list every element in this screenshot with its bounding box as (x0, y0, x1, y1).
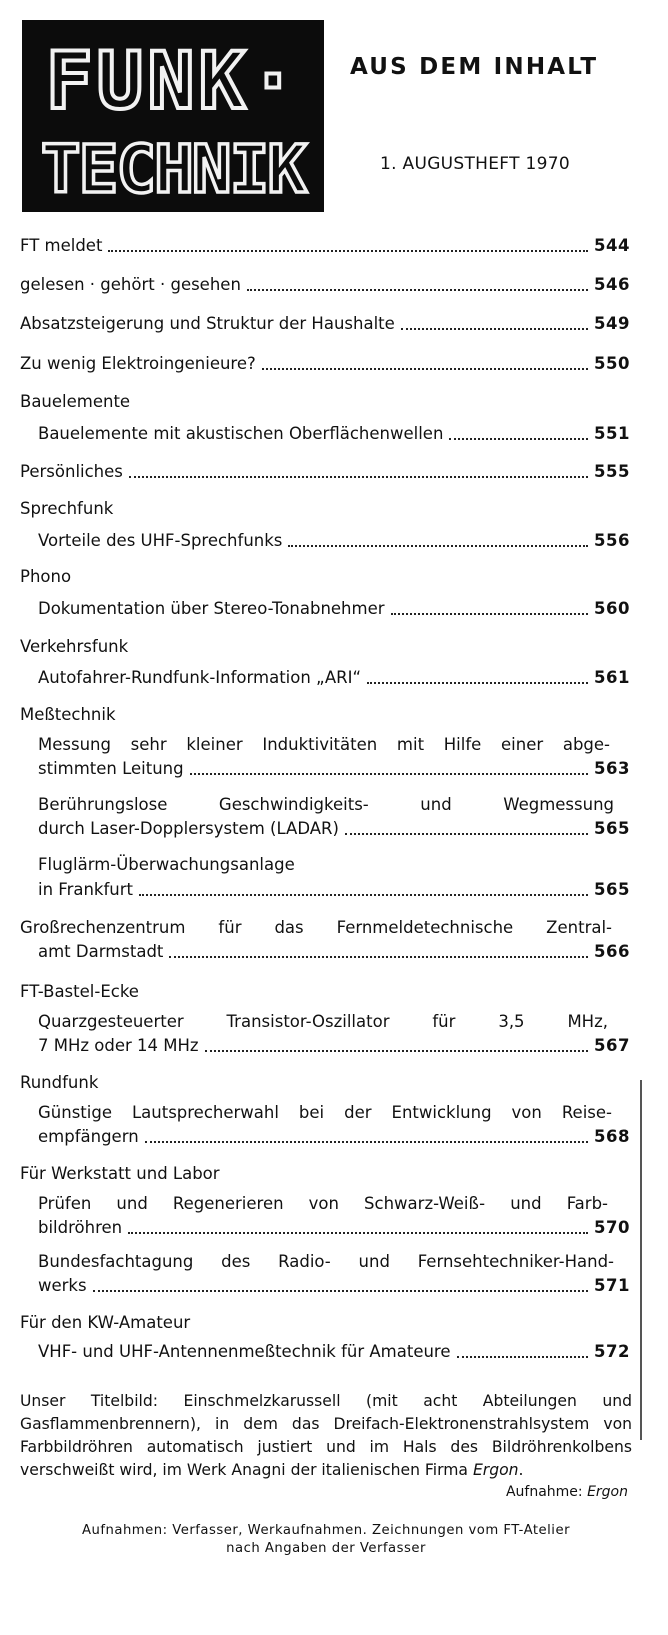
cover-caption-firm: Ergon (472, 1461, 519, 1479)
section-ft-bastel-ecke: FT-Bastel-Ecke (20, 982, 139, 1001)
toc-page: 566 (594, 942, 630, 961)
toc-title: durch Laser-Dopplersystem (LADAR) (38, 819, 339, 838)
toc-page: 551 (594, 424, 630, 443)
leader-dots (128, 1231, 588, 1234)
leader-dots (145, 1140, 588, 1143)
toc-page: 565 (594, 819, 630, 838)
leader-dots (139, 893, 588, 896)
toc-entry-bauelemente[interactable] (38, 424, 630, 444)
toc-title: gelesen · gehört · gesehen (20, 275, 241, 294)
toc-page: 567 (594, 1036, 630, 1055)
leader-dots (457, 1355, 589, 1358)
toc-page: 556 (594, 531, 630, 550)
leader-dots (449, 437, 588, 440)
toc-page: 563 (594, 759, 630, 778)
toc-entry-absatz[interactable] (20, 314, 630, 334)
toc-entry-persoenliches[interactable] (20, 462, 630, 482)
toc-page: 544 (594, 236, 630, 255)
leader-dots (205, 1049, 588, 1052)
leader-dots (169, 955, 588, 958)
toc-page: 570 (594, 1218, 630, 1237)
leader-dots (247, 288, 588, 291)
section-verkehrsfunk: Verkehrsfunk (20, 637, 129, 656)
leader-dots (93, 1289, 588, 1292)
toc-entry-messtechnik-2[interactable] (38, 819, 630, 839)
toc-title: empfängern (38, 1127, 139, 1146)
toc-title: Vorteile des UHF-Sprechfunks (38, 531, 283, 550)
photo-credit-value: Ergon (587, 1484, 628, 1500)
toc-entry-messtechnik-3[interactable] (38, 880, 630, 900)
footer-credits (20, 1522, 632, 1558)
toc-entry-gelesen[interactable] (20, 275, 630, 295)
toc-bastel-line1: Quarzgesteuerter Transistor-Oszillator für 3,5 MHz, (38, 1012, 608, 1031)
section-messtechnik: Meßtechnik (20, 705, 116, 724)
toc-entry-sprechfunk[interactable] (38, 531, 630, 551)
scan-edge-line (640, 1080, 642, 1440)
toc-title: 7 MHz oder 14 MHz (38, 1036, 199, 1055)
issue-date: 1. AUGUSTHEFT 1970 (380, 154, 570, 174)
toc-messtechnik-2-line1: Berührungslose Geschwindigkeits- und Wegmessung (38, 795, 614, 814)
toc-page: 546 (594, 275, 630, 294)
logo-line-funk: FUNK· (45, 37, 301, 127)
photo-credit (506, 1484, 628, 1500)
toc-title: bildröhren (38, 1218, 123, 1237)
toc-entry-phono[interactable] (38, 599, 630, 619)
leader-dots (401, 327, 588, 330)
toc-entry-rundfunk[interactable] (38, 1127, 630, 1147)
leader-dots (190, 772, 588, 775)
leader-dots (345, 832, 588, 835)
section-werkstatt-labor: Für Werkstatt und Labor (20, 1164, 220, 1183)
toc-page: 568 (594, 1127, 630, 1146)
toc-grossrechen-line1: Großrechenzentrum für das Fernmeldetechnische Zentral- (20, 918, 612, 937)
leader-dots (108, 249, 588, 252)
toc-rundfunk-line1: Günstige Lautsprecherwahl bei der Entwicklung von Reise- (38, 1103, 612, 1122)
toc-entry-elektroingenieure[interactable] (20, 354, 630, 374)
toc-title: in Frankfurt (38, 880, 134, 899)
toc-title: Persönliches (20, 462, 123, 481)
cover-caption-text: Unser Titelbild: Einschmelzkarussell (mit acht Abteilungen und Gasflammenbrennern), in dem das Dreifach-Elektronenstrahlsystem von Farbbildröhren automatisch justiert und im Hals des Bildröhrenkolbens verschweißt wird, im Werk Anagni der italienischen Firma (20, 1392, 632, 1479)
toc-messtechnik-1-line1: Messung sehr kleiner Induktivitäten mit Hilfe einer abge- (38, 735, 610, 754)
toc-entry-grossrechen[interactable] (38, 942, 630, 962)
toc-werkstatt-2-line1: Bundesfachtagung des Radio- und Fernsehtechniker-Hand- (38, 1252, 614, 1271)
footer-line1: Aufnahmen: Verfasser, Werkaufnahmen. Zeichnungen vom FT-Atelier (81, 1523, 571, 1538)
toc-werkstatt-1-line1: Prüfen und Regenerieren von Schwarz-Weiß- und Farb- (38, 1194, 608, 1213)
toc-page: 572 (594, 1342, 630, 1361)
toc-title: Autofahrer-Rundfunk-Information „ARI“ (38, 668, 362, 687)
leader-dots (129, 475, 588, 478)
toc-title: Absatzsteigerung und Struktur der Haushalte (20, 314, 395, 333)
leader-dots (391, 612, 589, 615)
photo-credit-label: Aufnahme: (505, 1484, 583, 1500)
leader-dots (262, 367, 588, 370)
section-phono: Phono (20, 567, 72, 586)
section-sprechfunk: Sprechfunk (20, 499, 114, 518)
section-bauelemente: Bauelemente (20, 392, 131, 411)
logo-line-technik: TECHNIK (40, 131, 306, 208)
toc-page: 560 (594, 599, 630, 618)
footer-line2: nach Angaben der Verfasser (226, 1541, 426, 1556)
toc-page: 549 (594, 314, 630, 333)
toc-title: stimmten Leitung (38, 759, 184, 778)
toc-entry-ft-meldet[interactable] (20, 236, 630, 256)
leader-dots (367, 681, 588, 684)
toc-title: Zu wenig Elektroingenieure? (20, 354, 256, 373)
toc-entry-verkehrsfunk[interactable] (38, 668, 630, 688)
toc-page: 571 (594, 1276, 630, 1295)
section-rundfunk: Rundfunk (20, 1073, 99, 1092)
toc-title: Dokumentation über Stereo-Tonabnehmer (38, 599, 385, 618)
toc-title: FT meldet (20, 236, 103, 255)
cover-caption: Unser Titelbild: Einschmelzkarussell (mit acht Abteilungen und Gasflammenbrennern), in dem das Dreifach-Elektronenstrahlsystem von Farbbildröhren automatisch justiert und im Hals des Bildröhrenkolbens verschweißt wird, im Werk Anagni der italienischen Firma Ergon. (20, 1392, 632, 1479)
toc-messtechnik-3-line1: Fluglärm-Überwachungsanlage (38, 855, 295, 874)
toc-entry-kw-amateur[interactable] (38, 1342, 630, 1362)
toc-title: Bauelemente mit akustischen Oberflächenwellen (38, 424, 444, 443)
toc-page: 555 (594, 462, 630, 481)
toc-page: 550 (594, 354, 630, 373)
toc-page: 561 (594, 668, 630, 687)
section-kw-amateur: Für den KW-Amateur (20, 1313, 191, 1332)
toc-title: VHF- und UHF-Antennenmeßtechnik für Amateure (38, 1342, 451, 1361)
funk-technik-logo (22, 20, 324, 212)
toc-entry-werkstatt-2[interactable] (38, 1276, 630, 1296)
toc-title: amt Darmstadt (38, 942, 164, 961)
toc-entry-messtechnik-1[interactable] (38, 759, 630, 779)
contents-heading: AUS DEM INHALT (350, 54, 599, 80)
toc-title: werks (38, 1276, 87, 1295)
toc-entry-werkstatt-1[interactable] (38, 1218, 630, 1238)
leader-dots (288, 544, 588, 547)
toc-page: 565 (594, 880, 630, 899)
toc-entry-bastel[interactable] (38, 1036, 630, 1056)
